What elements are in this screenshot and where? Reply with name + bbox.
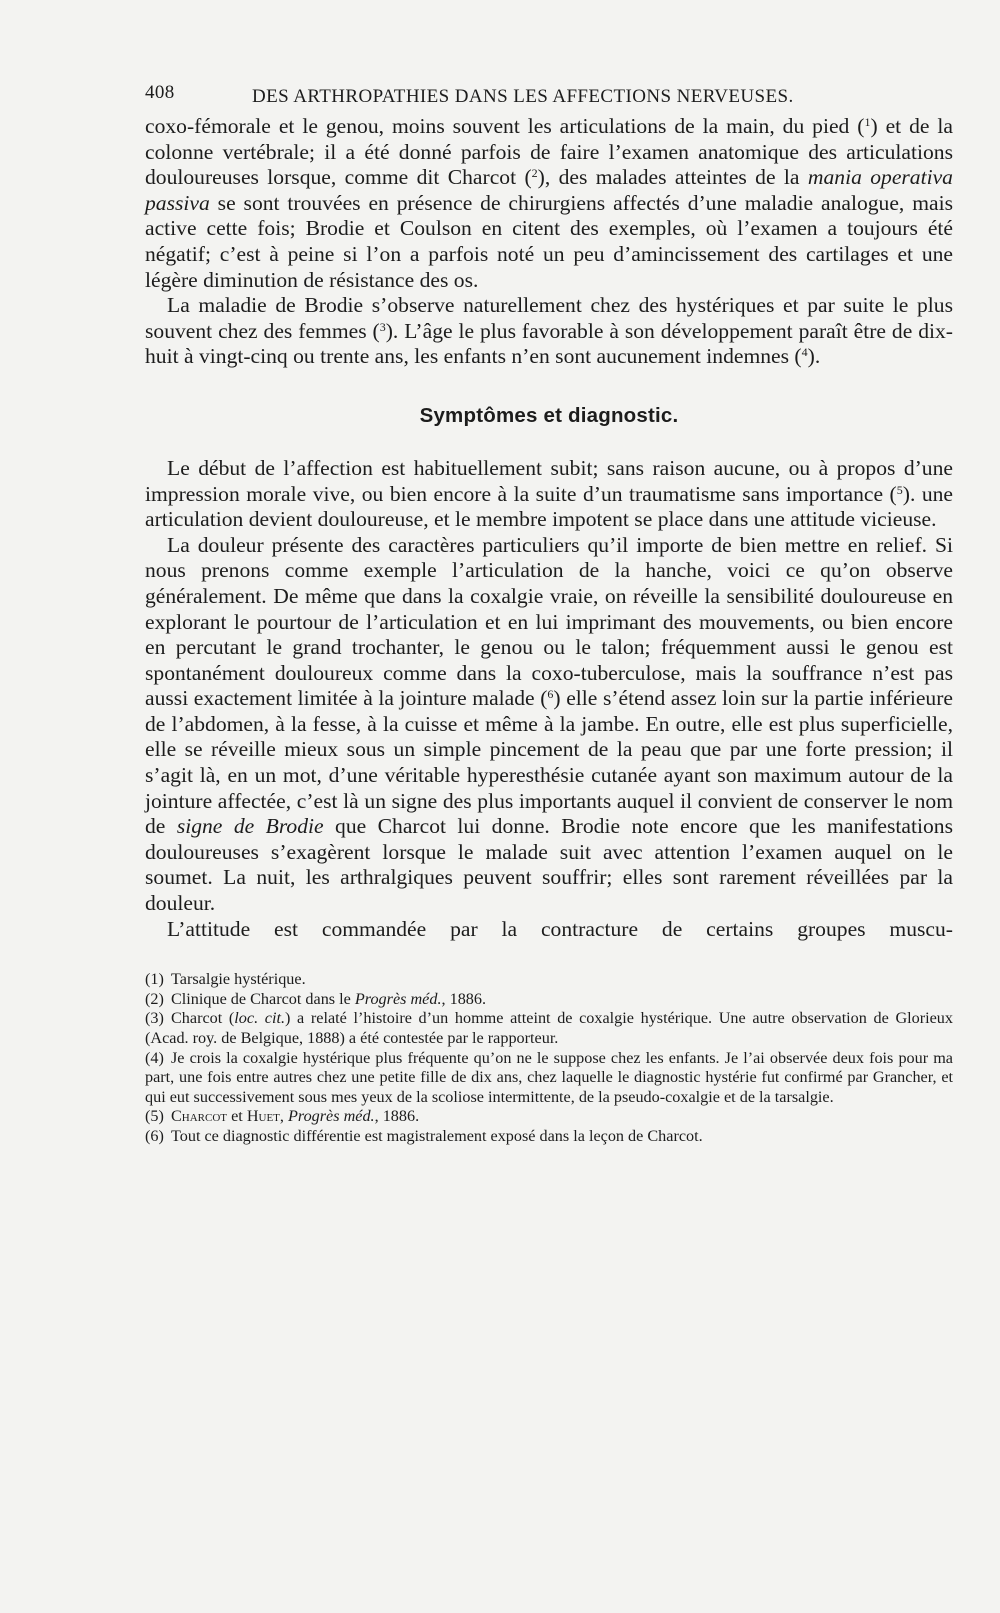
- main-text: [145, 114, 953, 942]
- text-run: ). L’âge le plus favorable à son développement paraît être de dix-huit à vingt-cinq ou trente ans, les enfants n’en sont aucunement indemnes (: [145, 318, 953, 369]
- text-run: La douleur présente des caractères particuliers qu’il importe de bien mettre en relief. Si nous prenons comme exemple l’articulation de la hanche, voici ce qu’on observe généralement. De même que dans la coxalgie vraie, on réveille la sensibilité douloureuse en explorant le pourtour de l’articulation et en lui imprimant des mouvements, ou bien encore en percutant le grand trochanter, le genou ou le talon; fréquemment aussi le genou est spontanément douloureux comme dans la coxo-tuberculose, mais la souffrance n’est pas aussi exactement limitée à la jointure malade (: [145, 532, 953, 711]
- text-run: ). une articulation devient douloureuse, et le membre impotent se place dans une attitude vicieuse.: [145, 481, 954, 532]
- footnote-mark: (6): [145, 1126, 164, 1145]
- running-title: DES ARTHROPATHIES DANS LES AFFECTIONS NERVEUSES.: [252, 86, 794, 107]
- footnotes: [145, 970, 953, 1146]
- paragraph-4: [145, 533, 953, 917]
- text-run: Le début de l’affection est habituellement subit; sans raison aucune, ou à propos d’une impression morale vive, ou bien encore à la suite d’un traumatisme sans importance (: [145, 455, 953, 506]
- paragraph-1: [145, 114, 953, 293]
- italic-term: signe de Brodie: [176, 814, 324, 839]
- book-page: [145, 82, 953, 1147]
- footnote-6: [145, 1127, 953, 1147]
- footnote-5: [145, 1107, 953, 1127]
- italic-term: mania operativa passiva: [145, 165, 953, 215]
- paragraph-2: [145, 293, 953, 370]
- text-run: se sont trouvées en présence de chirurgiens affectés d’une maladie analogue, mais active cette fois; Brodie et Coulson en citent des exemples, où l’examen a toujours été négatif; c’est à peine si l’on a parfois noté un peu d’amincissement des cartilages et une légère diminution de résistance des os.: [145, 190, 953, 292]
- footnote-text: ) a relaté l’histoire d’un homme atteint de coxalgie hystérique. Une autre observation de Glorieux (Acad. roy. de Belgique, 1888) a été contestée par le rapporteur.: [145, 1009, 953, 1047]
- footnote-ref-1[interactable]: 1: [864, 115, 871, 129]
- footnote-text: et: [227, 1107, 247, 1126]
- footnote-mark: (5): [145, 1107, 164, 1126]
- text-run: que Charcot lui donne. Brodie note encore que les manifestations douloureuses s’exagèrent lorsque le malade suit avec attention l’examen auquel on le soumet. La nuit, les arthralgiques peuvent souffrir; elles sont rarement réveillées par la douleur.: [145, 814, 953, 916]
- footnote-3: [145, 1009, 953, 1048]
- paragraph-5: L’attitude est commandée par la contracture de certains groupes muscu-: [167, 916, 953, 941]
- footnote-text: ,: [279, 1107, 288, 1126]
- footnote-mark: (2): [145, 989, 164, 1008]
- paragraph-3: [145, 456, 953, 533]
- footnote-ref-2[interactable]: 2: [531, 166, 538, 181]
- footnote-ref-5[interactable]: 5: [896, 482, 903, 497]
- text-run: ).: [807, 344, 821, 369]
- footnote-text: Tout ce diagnostic différentie est magistralement exposé dans la leçon de Charcot.: [171, 1126, 703, 1145]
- footnote-text: Clinique de Charcot dans le: [171, 989, 355, 1008]
- text-run: ) elle s’étend assez loin sur la partie inférieure de l’abdomen, à la fesse, à la cuisse et même à la jambe. En outre, elle est plus superficielle, elle se réveille mieux sous un simple pincement de la peau que par une forte pression; il s’agit là, en un mot, d’une véritable hyperesthésie cutanée ayant son maximum autour de la jointure affectée, c’est là un signe des plus importants auquel il convient de conserver le nom de: [145, 686, 954, 839]
- author-name: Charcot: [171, 1107, 228, 1126]
- footnote-mark: (4): [145, 1048, 164, 1067]
- italic-term: loc. cit.: [234, 1009, 285, 1028]
- footnote-ref-6[interactable]: 6: [547, 687, 554, 702]
- footnote-mark: (3): [145, 1009, 164, 1028]
- footnote-text: Je crois la coxalgie hystérique plus fréquente qu’on ne le suppose chez les enfants. Je l’ai observée deux fois pour ma part, une fois entre autres chez une petite fille de dix ans, chez laquelle le diagnostic hystérie fut confirmé par Grancher, et qui eut successivement sous mes yeux de la scoliose intermittente, de la pseudo-coxalgie et de la tarsalgie.: [145, 1048, 953, 1106]
- italic-term: Progrès méd.: [287, 1107, 375, 1126]
- footnote-ref-3[interactable]: 3: [379, 319, 386, 334]
- footnote-ref-4[interactable]: 4: [801, 345, 808, 360]
- footnote-4: [145, 1049, 953, 1108]
- text-run: ) et de la colonne vertébrale; il a été donné parfois de faire l’examen anatomique des articulations douloureuses lorsque, comme dit Charcot (: [145, 114, 954, 190]
- footnote-1: [145, 970, 953, 990]
- footnote-text: , 1886.: [441, 989, 487, 1008]
- text-run: coxo-fémorale et le genou, moins souvent les articulations de la main, du pied (: [145, 114, 865, 138]
- author-name: Huet: [246, 1107, 280, 1126]
- text-run: La maladie de Brodie s’observe naturellement chez des hystériques et par suite le plus souvent chez des femmes (: [145, 293, 953, 343]
- page-number: 408: [145, 82, 175, 103]
- italic-term: Progrès méd.: [354, 989, 442, 1008]
- footnote-text: Tarsalgie hystérique.: [171, 970, 306, 989]
- footnote-mark: (1): [145, 970, 164, 989]
- footnote-text: Charcot (: [171, 1009, 235, 1028]
- section-heading: Symptômes et diagnostic.: [419, 403, 679, 427]
- running-head: [145, 82, 953, 114]
- footnote-2: [145, 990, 953, 1010]
- footnote-text: , 1886.: [374, 1107, 420, 1126]
- text-run: ), des malades atteintes de la: [537, 165, 808, 190]
